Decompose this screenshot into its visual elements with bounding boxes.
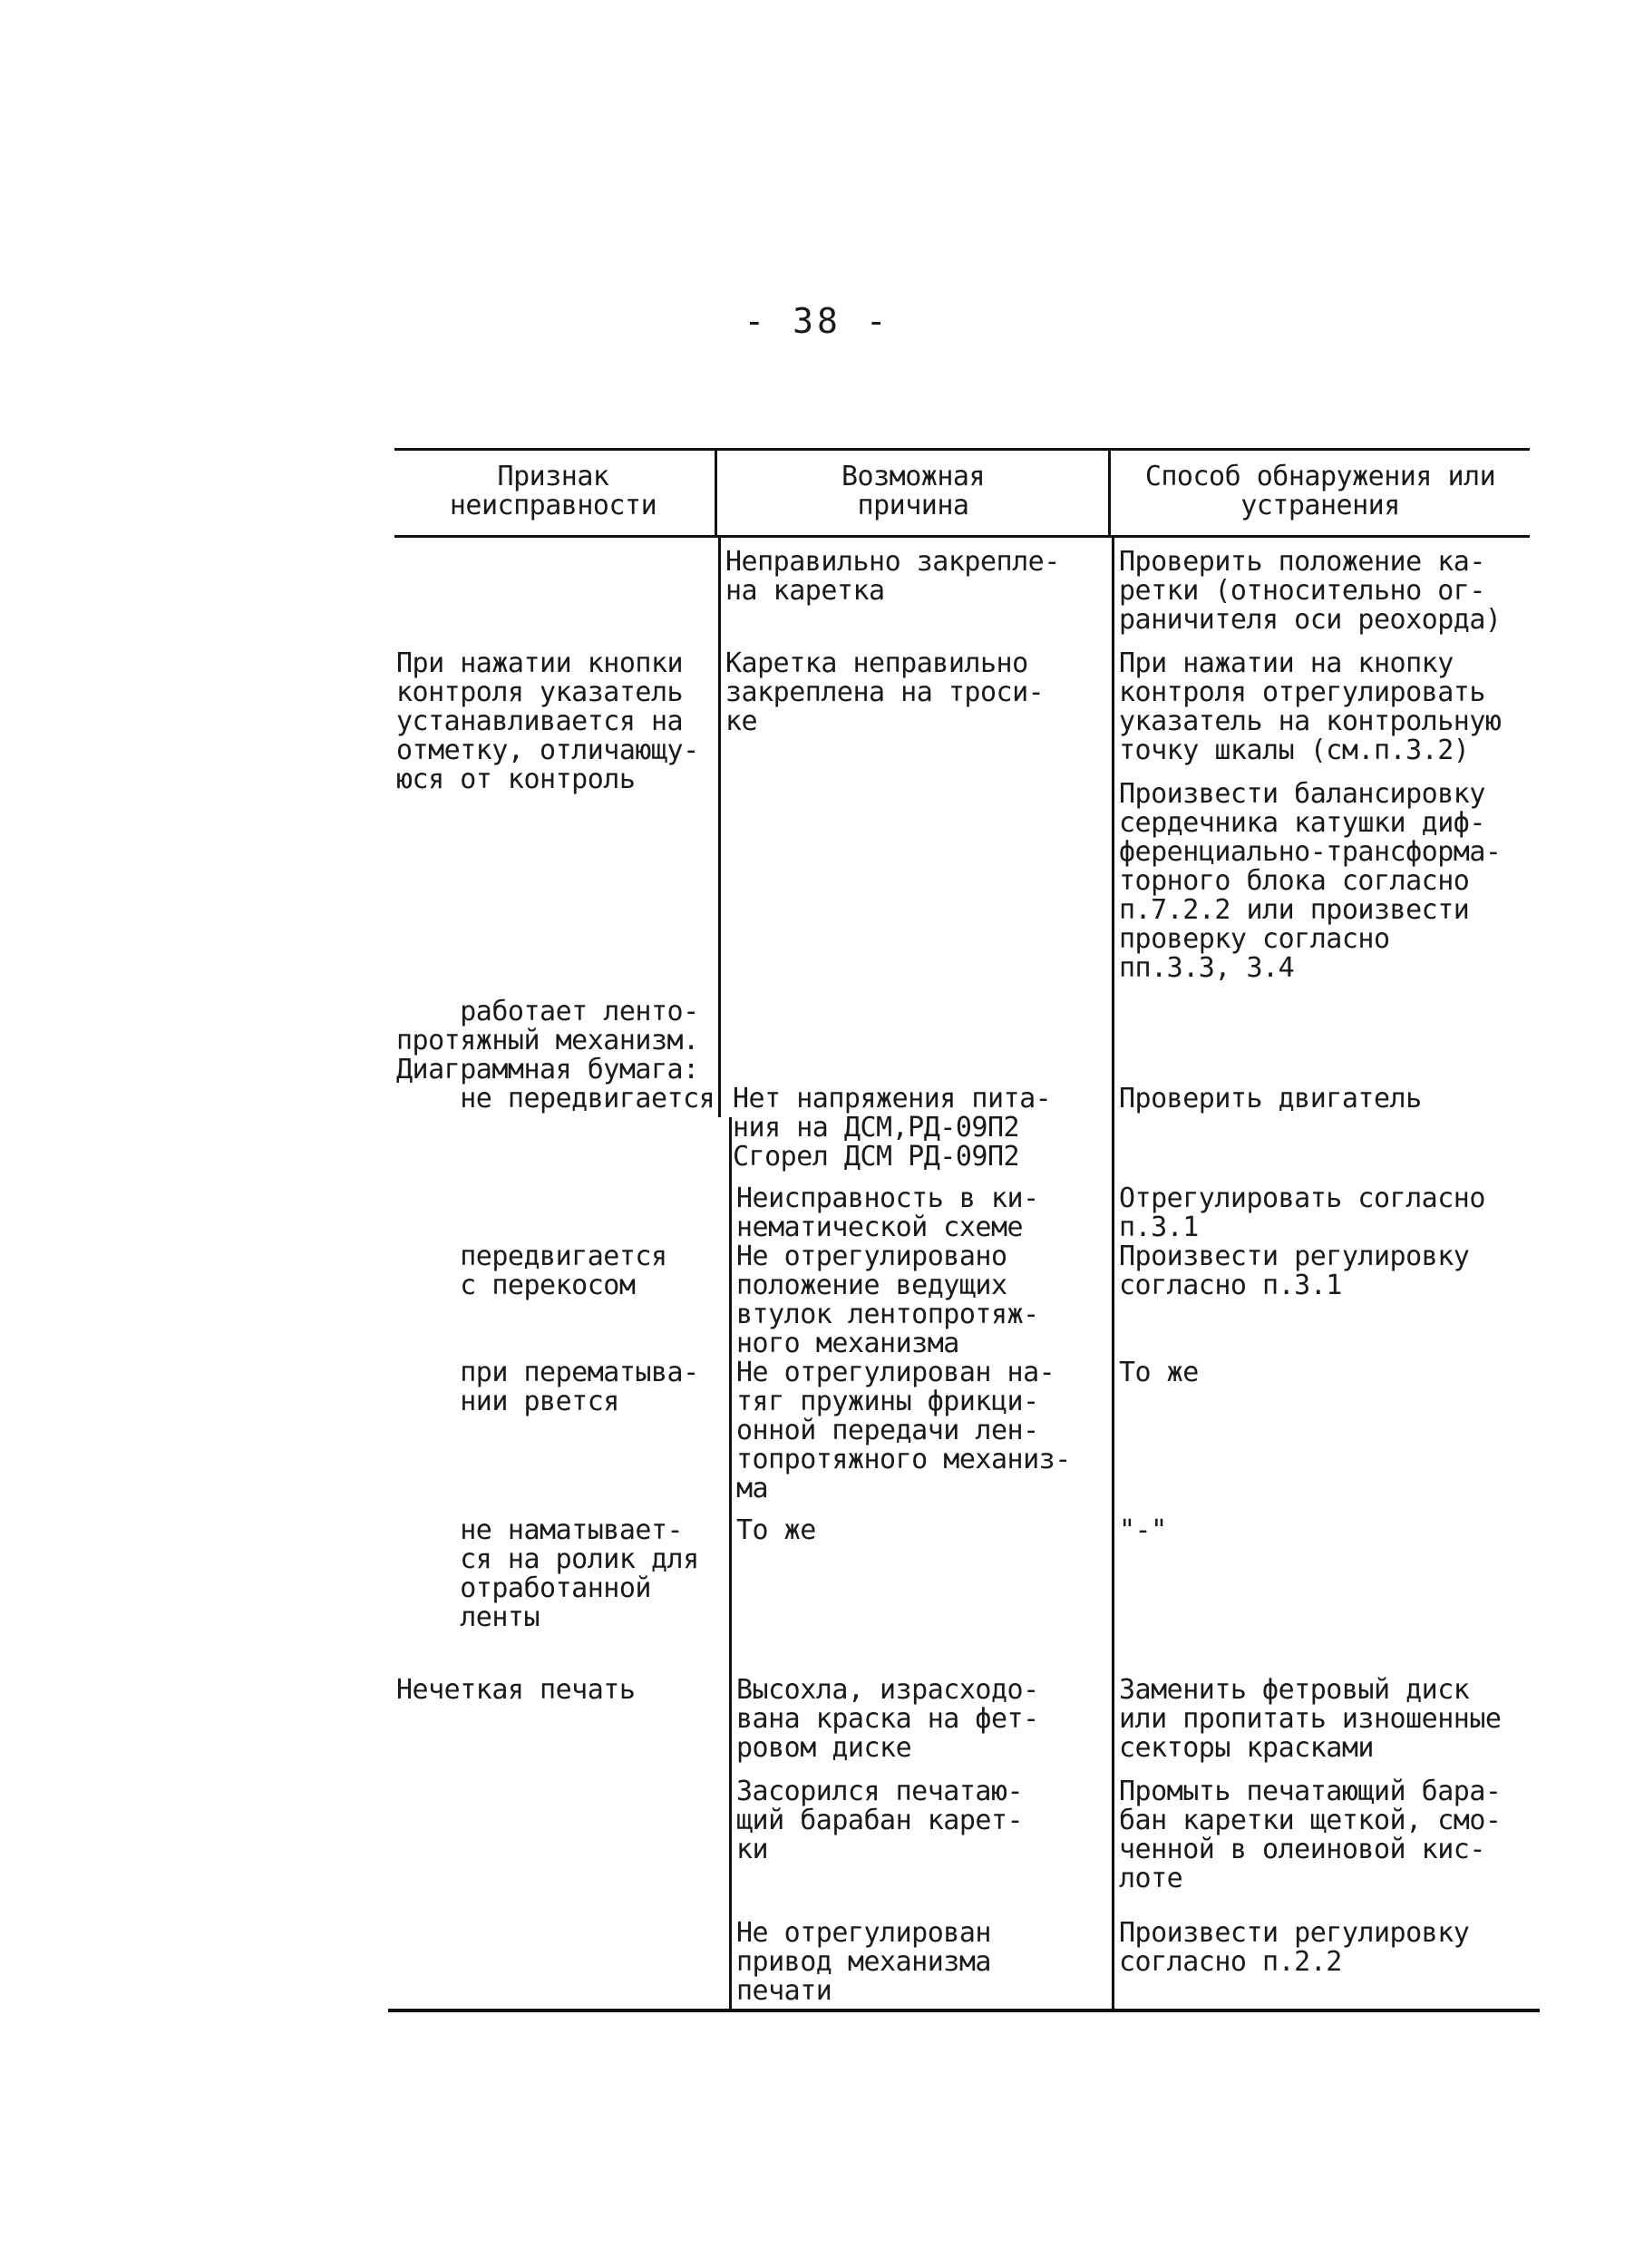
row-7-symptom: при перематыва- нии рвется [460,1357,699,1417]
column-divider-2-body [1112,537,1114,2010]
column-divider-1-lower [729,1117,732,2010]
row-8-symptom: не наматывает- ся на ролик для отработанной ленты [460,1514,699,1633]
table-bottom-rule [388,2009,1540,2012]
row-3-remedy: Произвести балансировку сердечника катушки диф- ференциально-трансформа- торного блока согласно п.7.2.2 или произвести проверку согласно пп.3.3, 3.4 [1119,778,1502,984]
row-2-remedy: При нажатии на кнопку контроля отрегулировать указатель на контрольную точку шкалы (см.п.3.2) [1119,647,1502,766]
row-4-cause: Нет напряжения пита- ния на ДСМ,РД-09П2 Сгорел ДСМ РД-09П2 [733,1083,1052,1173]
row-7-remedy: То же [1119,1357,1199,1388]
header-cause: Возможная причина [841,461,986,521]
row-2-cause: Каретка неправильно закреплена на троси- ке [725,647,1045,737]
row-11-cause: Не отрегулирован привод механизма печати [736,1917,991,2007]
row-7-cause: Не отрегулирован на- тяг пружины фрикци- онной передачи лен- топротяжного механиз- ма [736,1357,1071,1504]
page-number: - 38 - [744,301,890,341]
row-6-cause: Не отрегулировано положение ведущих втулок лентопротяж- ного механизма [736,1241,1039,1359]
row-10-remedy: Промыть печатающий бара- бан каретки щеткой, смо- ченной в олеиновой кис- лоте [1119,1776,1502,1894]
row-6-remedy: Произвести регулировку согласно п.3.1 [1119,1241,1470,1301]
row-1-cause: Неправильно закрепле- на каретка [725,546,1060,607]
table-top-rule [394,448,1530,451]
header-bottom-rule [394,535,1530,538]
header-remedy: Способ обнаружения или устранения [1144,461,1496,521]
column-divider-1-body [718,537,721,1117]
row-10-cause: Засорился печатаю- щий барабан карет- ки [736,1776,1024,1865]
column-divider-2 [1108,448,1111,535]
row-8-cause: То же [736,1514,816,1546]
row-5-cause: Неисправность в ки- нематической схеме [736,1183,1039,1243]
row-11-remedy: Произвести регулировку согласно п.2.2 [1119,1917,1470,1978]
row-1-remedy: Проверить положение ка- ретки (относительно ог- раничителя оси реохорда) [1119,546,1502,636]
column-divider-1 [715,448,717,535]
row-2-symptom: При нажатии кнопки контроля указатель устанавливается на отметку, отличающу- юся от контроль [396,647,699,795]
row-9-cause: Высохла, израсходо- вана краска на фет- ровом диске [736,1674,1039,1764]
header-symptom: Признак неисправности [449,461,657,521]
row-9-remedy: Заменить фетровый диск или пропитать изношенные секторы красками [1119,1674,1502,1764]
row-8-remedy: "-" [1119,1514,1167,1546]
row-4-symptom: работает ленто- протяжный механизм. Диаграммная бумага: не передвигается [396,996,715,1115]
row-6-symptom: передвигается с перекосом [460,1241,667,1301]
row-9-symptom: Нечеткая печать [396,1674,636,1706]
row-5-remedy: Отрегулировать согласно п.3.1 [1119,1183,1485,1243]
row-4-remedy: Проверить двигатель [1119,1083,1422,1115]
